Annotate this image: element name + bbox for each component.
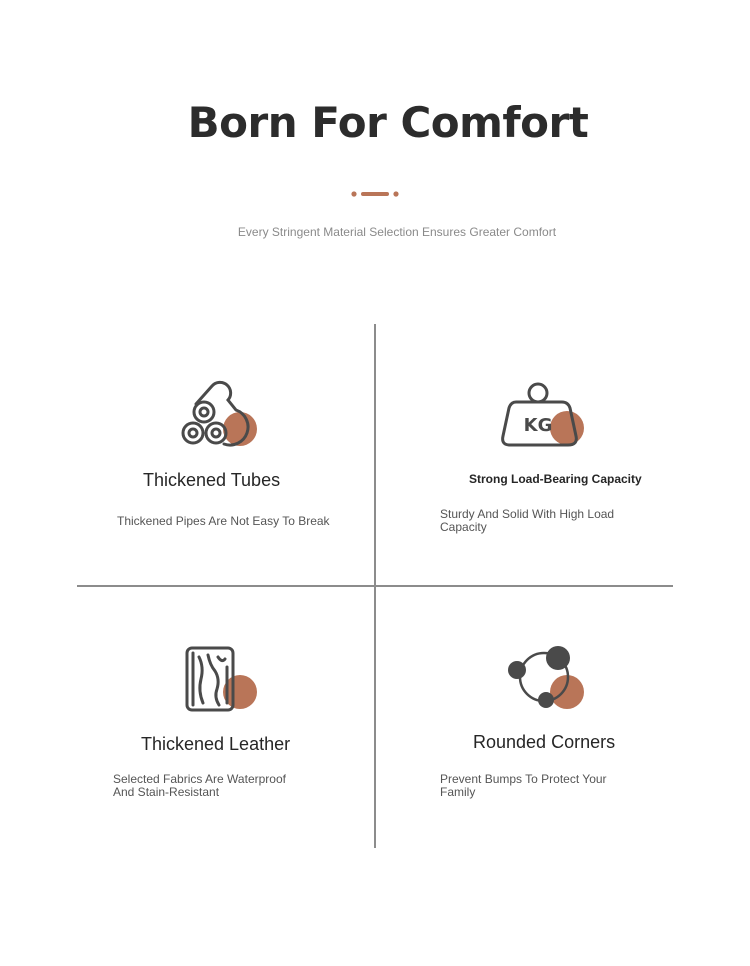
page-title: Born For Comfort <box>187 98 589 147</box>
divider-ornament <box>350 190 400 198</box>
feature-desc-rounded-corners: Prevent Bumps To Protect Your Family <box>440 772 607 799</box>
feature-desc-load-bearing: Sturdy And Solid With High Load Capacity <box>440 507 615 534</box>
svg-text:KG: KG <box>523 415 553 436</box>
grid-horizontal-divider <box>77 585 673 587</box>
rounded-corners-icon <box>504 644 588 714</box>
tubes-icon <box>176 380 260 450</box>
leather-icon <box>184 645 262 713</box>
feature-desc-thickened-leather: Selected Fabrics Are Waterproof And Stain-Resistant <box>113 772 286 799</box>
feature-desc-thickened-tubes: Thickened Pipes Are Not Easy To Break <box>117 514 330 528</box>
feature-title-load-bearing: Strong Load-Bearing Capacity <box>469 472 642 486</box>
feature-title-thickened-tubes: Thickened Tubes <box>143 470 281 490</box>
kg-weight-icon <box>500 380 588 450</box>
feature-title-thickened-leather: Thickened Leather <box>141 734 291 754</box>
feature-title-rounded-corners: Rounded Corners <box>473 732 616 752</box>
page-subtitle: Every Stringent Material Selection Ensures Greater Comfort <box>237 225 557 239</box>
